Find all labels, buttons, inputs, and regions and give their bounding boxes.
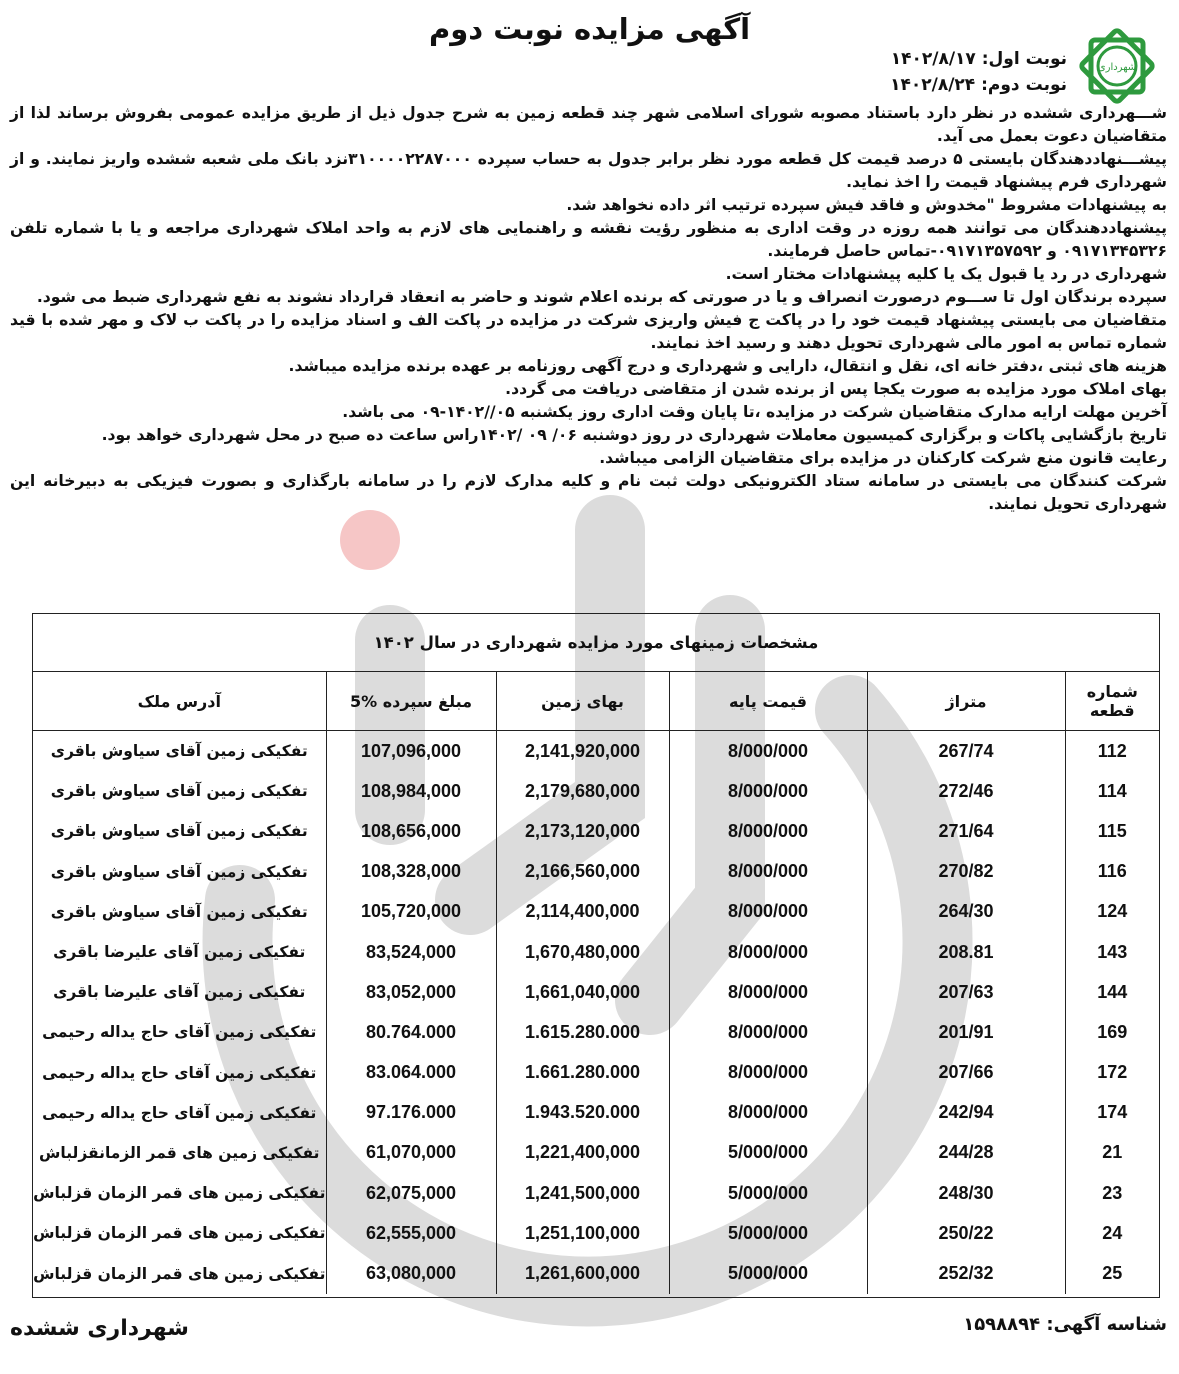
address-cell: تفکیکی زمین آقای حاج یداله رحیمی — [42, 1103, 317, 1122]
area-cell: 207/66 — [867, 1053, 1065, 1093]
lot-number-cell: 143 — [1065, 932, 1159, 972]
paragraph: شـــهرداری ششده در نظر دارد باستناد مصوبه شورای اسلامی شهر چند قطعه زمین به شرح جدول ذیل از طریق مزایده عمومی بفروش برساند لذا از متقاضیان دعوت بعمل می آید. — [10, 104, 1167, 145]
land-price-cell: 1.943.520.000 — [496, 1093, 669, 1133]
lot-number-cell: 23 — [1065, 1173, 1159, 1213]
land-table-container — [32, 613, 1160, 1298]
base-price-cell: 8/000/000 — [669, 892, 867, 932]
round-dates — [890, 46, 1067, 98]
land-price-cell: 1,221,400,000 — [496, 1133, 669, 1173]
area-cell: 264/30 — [867, 892, 1065, 932]
address-cell: تفکیکی زمین های قمر الزمان قزلباش — [33, 1264, 326, 1283]
land-price-cell: 1,251,100,000 — [496, 1213, 669, 1253]
address-cell: تفکیکی زمین آقای علیرضا باقری — [53, 983, 306, 1002]
address-cell: تفکیکی زمین آقای سیاوش باقری — [50, 862, 308, 881]
land-price-cell: 2,173,120,000 — [496, 811, 669, 851]
land-price-cell: 1,241,500,000 — [496, 1173, 669, 1213]
deposit-cell: 105,720,000 — [326, 892, 496, 932]
table-caption: مشخصات زمینهای مورد مزایده شهرداری در سال ۱۴۰۲ — [33, 614, 1159, 672]
base-price-cell: 5/000/000 — [669, 1133, 867, 1173]
base-price-cell: 8/000/000 — [669, 771, 867, 811]
paragraph: متقاضیان می بایستی پیشنهاد قیمت خود را در پاکت ج فیش واریزی شرکت در مزایده در پاکت الف و اسناد مزایده را در پاکت ب لاک و مهر شده با قید شماره تماس به امور مالی شهرداری تحویل دهند و رسید اخذ نمایند. — [10, 311, 1167, 352]
paragraph: هزینه های ثبتی ،دفتر خانه ای، نقل و انتقال، دارایی و شهرداری و درج آگهی روزنامه بر عهده برنده مزایده میباشد. — [288, 357, 1167, 375]
area-cell: 267/74 — [867, 731, 1065, 772]
paragraph: تاریخ بازگشایی پاکات و برگزاری کمیسیون معاملات شهرداری در روز دوشنبه ۰۶/ ۰۹ /۱۴۰۲راس ساعت ده صبح در محل شهرداری خواهد بود. — [101, 426, 1167, 444]
notice-body — [10, 102, 1167, 516]
table-row — [33, 972, 1159, 1012]
table-row — [33, 1253, 1159, 1293]
address-cell: تفکیکی زمین های قمر الزمان قزلباش — [33, 1184, 326, 1203]
deposit-cell: 62,555,000 — [326, 1213, 496, 1253]
paragraph: شهرداری در رد یا قبول یک یا کلیه پیشنهادات مختار است. — [725, 265, 1167, 283]
table-row — [33, 1053, 1159, 1093]
first-round-date: نوبت اول: ۱۴۰۲/۸/۱۷ — [890, 49, 1067, 69]
base-price-cell: 5/000/000 — [669, 1173, 867, 1213]
land-price-cell: 2,141,920,000 — [496, 731, 669, 772]
table-row — [33, 1213, 1159, 1253]
base-price-cell: 8/000/000 — [669, 811, 867, 851]
table-row — [33, 811, 1159, 851]
table-row — [33, 731, 1159, 772]
area-cell: 242/94 — [867, 1093, 1065, 1133]
deposit-cell: 108,328,000 — [326, 852, 496, 892]
lot-number-cell: 169 — [1065, 1012, 1159, 1052]
address-cell: تفکیکی زمین آقای سیاوش باقری — [50, 782, 308, 801]
area-cell: 248/30 — [867, 1173, 1065, 1213]
table-header-row — [33, 672, 1159, 731]
deposit-cell: 107,096,000 — [326, 731, 496, 772]
lot-number-cell: 116 — [1065, 852, 1159, 892]
notice-title: آگهی مزایده نوبت دوم — [428, 12, 751, 46]
deposit-cell: 97.176.000 — [326, 1093, 496, 1133]
lot-number-cell: 112 — [1065, 731, 1159, 772]
col-header-land-price: بهای زمین — [496, 672, 669, 731]
table-row — [33, 1012, 1159, 1052]
area-cell: 252/32 — [867, 1253, 1065, 1293]
paragraph: به پیشنهادات مشروط "مخدوش و فاقد فیش سپرده ترتیب اثر داده نخواهد شد. — [566, 196, 1167, 214]
base-price-cell: 5/000/000 — [669, 1253, 867, 1293]
area-cell: 207/63 — [867, 972, 1065, 1012]
paragraph: بهای املاک مورد مزایده به صورت یکجا پس از برنده شدن از متقاضی دریافت می گردد. — [505, 380, 1167, 398]
lot-number-cell: 24 — [1065, 1213, 1159, 1253]
address-cell: تفکیکی زمین آقای علیرضا باقری — [53, 943, 306, 962]
land-table — [33, 672, 1159, 1294]
table-body — [33, 731, 1159, 1294]
base-price-cell: 8/000/000 — [669, 972, 867, 1012]
deposit-cell: 83,052,000 — [326, 972, 496, 1012]
second-round-date: نوبت دوم: ۱۴۰۲/۸/۲۴ — [890, 75, 1067, 95]
table-row — [33, 1093, 1159, 1133]
address-cell: تفکیکی زمین آقای سیاوش باقری — [50, 902, 308, 921]
base-price-cell: 8/000/000 — [669, 1012, 867, 1052]
paragraph: آخرین مهلت ارایه مدارک متقاضیان شرکت در مزایده ،تا پایان وقت اداری روز یکشنبه ۰۵//۱۴۰۲-۰۹ می باشد. — [342, 403, 1167, 421]
table-row — [33, 892, 1159, 932]
area-cell: 244/28 — [867, 1133, 1065, 1173]
watermark-dot — [340, 510, 400, 570]
area-cell: 271/64 — [867, 811, 1065, 851]
col-header-deposit: مبلغ سپرده %5 — [326, 672, 496, 731]
lot-number-cell: 114 — [1065, 771, 1159, 811]
col-header-lot-number: شماره قطعه — [1065, 672, 1159, 731]
deposit-cell: 61,070,000 — [326, 1133, 496, 1173]
lot-number-cell: 144 — [1065, 972, 1159, 1012]
address-cell: تفکیکی زمین های قمر الزمانقزلباش — [38, 1143, 320, 1162]
paragraph: پیشـــنهاددهندگان بایستی ۵ درصد قیمت کل قطعه مورد نظر برابر جدول به حساب سپرده ۳۱۰۰۰۰۲۲۸۷۰۰۰نزد بانک ملی شعبه ششده واریز نمایند. و از شهرداری فرم پیشنهاد قیمت را اخذ نماید. — [10, 150, 1167, 191]
land-price-cell: 2,179,680,000 — [496, 771, 669, 811]
table-row — [33, 771, 1159, 811]
ad-id: شناسه آگهی: ۱۵۹۸۸۹۴ — [963, 1314, 1167, 1335]
area-cell: 272/46 — [867, 771, 1065, 811]
table-row — [33, 1133, 1159, 1173]
table-row — [33, 932, 1159, 972]
deposit-cell: 83.064.000 — [326, 1053, 496, 1093]
col-header-area: متراژ — [867, 672, 1065, 731]
lot-number-cell: 124 — [1065, 892, 1159, 932]
deposit-cell: 108,656,000 — [326, 811, 496, 851]
land-price-cell: 2,166,560,000 — [496, 852, 669, 892]
paragraph: پیشنهاددهندگان می توانند همه روزه در وقت اداری به منظور رؤیت نقشه و راهنمایی های لازم به واحد املاک شهرداری مراجعه و یا با شماره تلفن ۰۹۱۷۱۳۴۵۳۲۶ و ۰۹۱۷۱۳۵۷۵۹۲-تماس حاصل فرمایند. — [10, 219, 1167, 260]
col-header-address: آدرس ملک — [33, 672, 326, 731]
area-cell: 208.81 — [867, 932, 1065, 972]
paragraph: شرکت کنندگان می بایستی در سامانه ستاد الکترونیکی دولت ثبت نام و کلیه مدارک لازم را در سامانه بارگذاری و بصورت فیزیکی به دبیرخانه این شهرداری تحویل نمایند. — [10, 472, 1167, 513]
base-price-cell: 8/000/000 — [669, 731, 867, 772]
area-cell: 201/91 — [867, 1012, 1065, 1052]
base-price-cell: 8/000/000 — [669, 1053, 867, 1093]
paragraph: سپرده برندگان اول تا ســـوم درصورت انصراف و یا در صورتی که برنده اعلام شوند و حاضر به انعقاد قرارداد نشوند به نفع شهرداری ضبط می شود. — [36, 288, 1167, 306]
base-price-cell: 8/000/000 — [669, 852, 867, 892]
area-cell: 250/22 — [867, 1213, 1065, 1253]
lot-number-cell: 21 — [1065, 1133, 1159, 1173]
lot-number-cell: 172 — [1065, 1053, 1159, 1093]
base-price-cell: 5/000/000 — [669, 1213, 867, 1253]
deposit-cell: 62,075,000 — [326, 1173, 496, 1213]
land-price-cell: 1,261,600,000 — [496, 1253, 669, 1293]
base-price-cell: 8/000/000 — [669, 1093, 867, 1133]
land-price-cell: 2,114,400,000 — [496, 892, 669, 932]
land-price-cell: 1.661.280.000 — [496, 1053, 669, 1093]
logo-text: شهرداری — [1097, 62, 1137, 73]
lot-number-cell: 115 — [1065, 811, 1159, 851]
land-price-cell: 1,670,480,000 — [496, 932, 669, 972]
land-price-cell: 1,661,040,000 — [496, 972, 669, 1012]
organization-signature: شهرداری ششده — [10, 1316, 189, 1341]
lot-number-cell: 174 — [1065, 1093, 1159, 1133]
address-cell: تفکیکی زمین های قمر الزمان قزلباش — [33, 1224, 326, 1243]
area-cell: 270/82 — [867, 852, 1065, 892]
col-header-base-price: قیمت پایه — [669, 672, 867, 731]
table-row — [33, 1173, 1159, 1213]
address-cell: تفکیکی زمین آقای حاج یداله رحیمی — [42, 1063, 317, 1082]
table-row — [33, 852, 1159, 892]
deposit-cell: 108,984,000 — [326, 771, 496, 811]
lot-number-cell: 25 — [1065, 1253, 1159, 1293]
deposit-cell: 63,080,000 — [326, 1253, 496, 1293]
paragraph: رعایت قانون منع شرکت کارکنان در مزایده برای متقاضیان الزامی میباشد. — [599, 449, 1167, 467]
address-cell: تفکیکی زمین آقای سیاوش باقری — [50, 742, 308, 761]
address-cell: تفکیکی زمین آقای سیاوش باقری — [50, 822, 308, 841]
base-price-cell: 8/000/000 — [669, 932, 867, 972]
address-cell: تفکیکی زمین آقای حاج یداله رحیمی — [42, 1023, 317, 1042]
deposit-cell: 83,524,000 — [326, 932, 496, 972]
land-price-cell: 1.615.280.000 — [496, 1012, 669, 1052]
deposit-cell: 80.764.000 — [326, 1012, 496, 1052]
